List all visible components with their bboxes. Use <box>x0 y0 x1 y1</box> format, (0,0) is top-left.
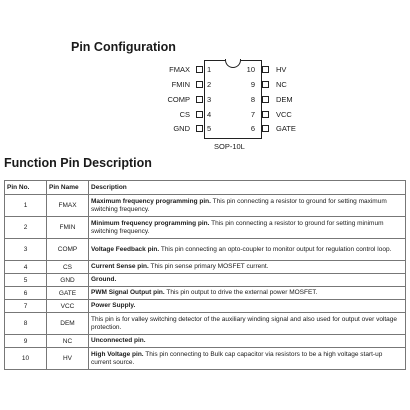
pin-pad <box>262 81 269 88</box>
right-pin-name: GATE <box>276 124 296 133</box>
pin-pad <box>196 66 203 73</box>
right-pin-name: DEM <box>276 95 293 104</box>
description-text: This pin connecting to Bulk cap capacitor via resistors to be a high voltage start-up current source. <box>91 350 383 366</box>
description-cell <box>89 261 406 274</box>
pin-name-cell: HV <box>47 348 89 370</box>
header-pin-no: Pin No. <box>5 181 47 195</box>
table-row <box>5 261 406 274</box>
pin-name-cell: FMAX <box>47 195 89 217</box>
pin-pad <box>196 111 203 118</box>
pin-pad <box>196 81 203 88</box>
table-row <box>5 300 406 313</box>
pin-no-cell: 6 <box>5 287 47 300</box>
pin-pad <box>262 111 269 118</box>
right-pin-number: 10 <box>246 65 255 74</box>
left-pin-number: 3 <box>207 95 212 104</box>
left-pin-name: GND <box>173 124 190 133</box>
table-row <box>5 195 406 217</box>
description-bold: Maximum frequency programming pin. <box>91 197 211 205</box>
description-text: This pin is for valley switching detector of the auxiliary winding signal and also used for output over voltage protection. <box>91 315 398 331</box>
description-bold: Ground. <box>91 276 117 283</box>
description-cell <box>89 239 406 261</box>
right-pin-name: HV <box>276 65 287 74</box>
description-bold: Unconnected pin. <box>91 337 146 344</box>
pin-pad <box>262 125 269 132</box>
function-pin-description-title: Function Pin Description <box>4 156 152 170</box>
description-cell <box>89 274 406 287</box>
description-bold: Voltage Feedback pin. <box>91 245 160 253</box>
package-label: SOP-10L <box>214 142 245 151</box>
left-pin-name: FMAX <box>169 65 190 74</box>
description-bold: Minimum frequency programming pin. <box>91 219 210 227</box>
table-row <box>5 274 406 287</box>
table-header-row <box>5 181 406 195</box>
right-pin-name: NC <box>276 80 287 89</box>
left-pin-number: 1 <box>207 65 212 74</box>
pin-name-cell: NC <box>47 335 89 348</box>
right-pin-name: VCC <box>276 110 292 119</box>
description-text: This pin connecting a resistor to ground for setting maximum switching frequency. <box>91 197 387 213</box>
pin-name-cell: DEM <box>47 313 89 335</box>
pin-name-cell: FMIN <box>47 217 89 239</box>
pin-name-cell: CS <box>47 261 89 274</box>
right-pin-number: 6 <box>250 124 255 133</box>
pin-name-cell: COMP <box>47 239 89 261</box>
pin-pad <box>262 96 269 103</box>
pin-no-cell: 5 <box>5 274 47 287</box>
pin-no-cell: 3 <box>5 239 47 261</box>
package-notch <box>225 59 241 68</box>
pin-no-cell: 2 <box>5 217 47 239</box>
pin-configuration-title: Pin Configuration <box>71 40 176 54</box>
header-pin-name: Pin Name <box>47 181 89 195</box>
table-row <box>5 287 406 300</box>
description-bold: Current Sense pin. <box>91 263 149 270</box>
pin-name-cell: GATE <box>47 287 89 300</box>
description-cell <box>89 335 406 348</box>
description-text: This pin output to drive the external power MOSFET. <box>164 289 318 296</box>
description-cell <box>89 313 406 335</box>
pin-no-cell: 7 <box>5 300 47 313</box>
left-pin-number: 4 <box>207 110 212 119</box>
left-pin-name: COMP <box>167 95 190 104</box>
pin-pad <box>262 66 269 73</box>
description-cell <box>89 287 406 300</box>
right-pin-number: 8 <box>250 95 255 104</box>
pin-name-cell: VCC <box>47 300 89 313</box>
pin-pad <box>196 96 203 103</box>
pin-pad <box>196 125 203 132</box>
pin-no-cell: 9 <box>5 335 47 348</box>
pin-name-cell: GND <box>47 274 89 287</box>
description-text: This pin connecting a resistor to ground for setting minimum switching frequency. <box>91 219 384 235</box>
description-bold: PWM Signal Output pin. <box>91 289 165 296</box>
table-row <box>5 217 406 239</box>
description-text: This pin sense primary MOSFET current. <box>148 263 269 270</box>
description-bold: High Voltage pin. <box>91 350 144 358</box>
table-row <box>5 313 406 335</box>
table-row <box>5 335 406 348</box>
pin-no-cell: 1 <box>5 195 47 217</box>
right-pin-number: 9 <box>250 80 255 89</box>
description-cell <box>89 348 406 370</box>
left-pin-number: 5 <box>207 124 212 133</box>
left-pin-name: FMIN <box>171 80 190 89</box>
function-pin-table <box>4 180 406 370</box>
table-row <box>5 239 406 261</box>
right-pin-number: 7 <box>250 110 255 119</box>
description-cell <box>89 300 406 313</box>
description-text: This pin connecting an opto-coupler to monitor output for regulation control loop. <box>159 245 392 253</box>
table-row <box>5 348 406 370</box>
left-pin-number: 2 <box>207 80 212 89</box>
description-cell <box>89 195 406 217</box>
pin-no-cell: 10 <box>5 348 47 370</box>
description-cell <box>89 217 406 239</box>
pin-no-cell: 4 <box>5 261 47 274</box>
left-pin-name: CS <box>179 110 190 119</box>
header-description: Description <box>89 181 406 195</box>
pin-no-cell: 8 <box>5 313 47 335</box>
description-bold: Power Supply. <box>91 302 136 309</box>
